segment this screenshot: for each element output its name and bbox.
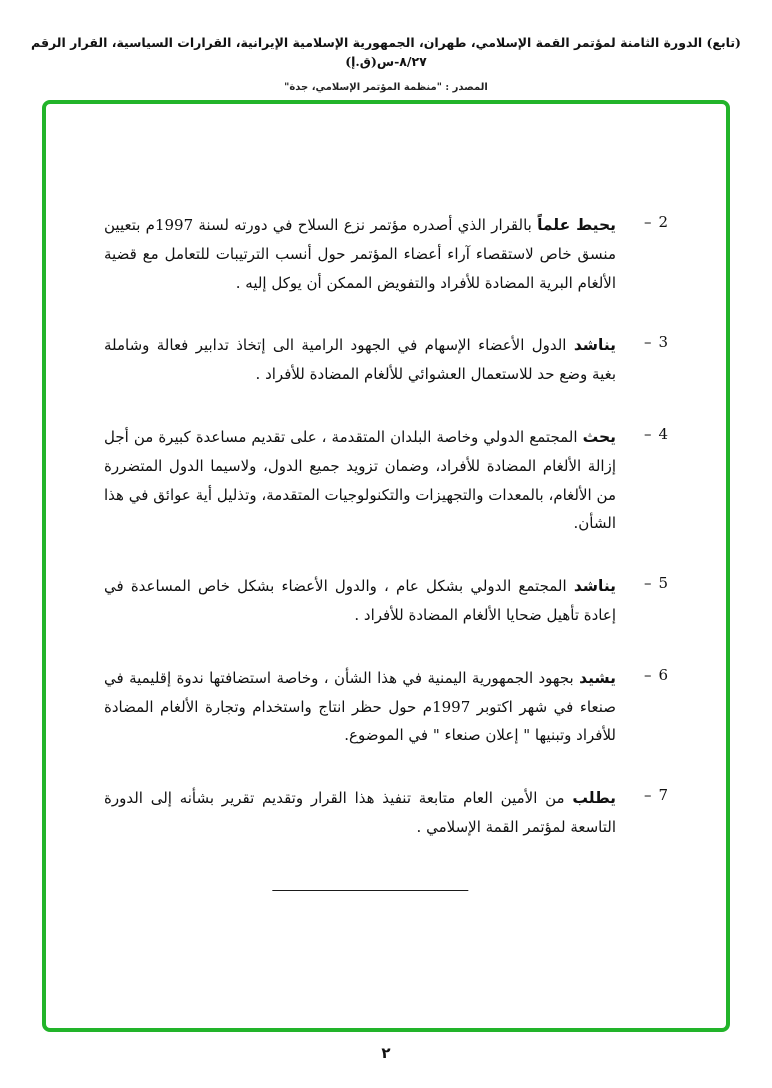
header-source: المصدر : "منظمة المؤتمر الإسلامي، جدة" <box>284 81 488 93</box>
item-body: بجهود الجمهورية اليمنية في هذا الشأن ، وخاصة استضافتها ندوة إقليمية في صنعاء في شهر اكتوبر 1997م حول حظر انتاج واستخدام وتجارة الألغام المضادة للأفراد وتبنيها " إعلان صنعاء " في الموضوع. <box>104 668 616 745</box>
item-number-digit: 6 <box>658 665 668 684</box>
item-lead: يطلب <box>572 788 616 808</box>
page-number: ٢ <box>381 1044 391 1062</box>
item-lead: يحث <box>582 426 616 446</box>
item-paragraph <box>104 663 616 750</box>
item-lead: يحيط علماً <box>537 215 616 234</box>
item-body: المجتمع الدولي وخاصة البلدان المتقدمة ، على تقديم مساعدة كبيرة من أجل إزالة الألغام المضادة للأفراد، وضمان تزويد جميع الدول، ولاسيما الدول المتضررة من الألغام، بالمعدات والتجهيزات والتكنولوجيات المتقدمة، وتذليل أية عوائق في هذا الشأن. <box>104 427 616 533</box>
item-number-dash: – <box>643 333 652 352</box>
item-number-dash: – <box>643 213 652 231</box>
item-body: من الأمين العام متابعة تنفيذ هذا القرار وتقديم تقرير بشأنه إلى الدورة التاسعة لمؤتمر القمة الإسلامي . <box>104 789 616 836</box>
section-divider <box>272 890 468 891</box>
item-paragraph <box>104 422 616 538</box>
item-paragraph <box>104 783 616 842</box>
item-paragraph <box>104 571 616 630</box>
item-number-digit: 5 <box>658 574 668 593</box>
resolution-item-4 <box>104 422 668 538</box>
item-number-digit: 3 <box>658 333 668 352</box>
item-number-digit: 4 <box>658 424 668 443</box>
resolution-item-5 <box>104 571 668 630</box>
item-number-dash: – <box>643 786 652 805</box>
item-number-digit: 7 <box>658 786 668 805</box>
item-body: الدول الأعضاء الإسهام في الجهود الرامية الى إتخاذ تدابير فعالة وشاملة بغية وضع حد للاستعمال العشوائي للألغام المضادة للأفراد . <box>104 336 616 384</box>
resolution-item-6 <box>104 663 668 750</box>
item-body: بالقرار الذي أصدره مؤتمر نزع السلاح في دورته لسنة 1997م بتعيين منسق خاص لاستقصاء آراء أعضاء المؤتمر حول أنسب الترتيبات للتعامل مع قضية الألغام البرية المضادة للأفراد والتفويض الممكن أن يوكل إليه . <box>104 216 616 292</box>
item-paragraph <box>104 330 616 389</box>
item-number-digit: 2 <box>658 213 668 231</box>
item-number-dash: – <box>643 574 652 593</box>
item-paragraph <box>104 210 616 297</box>
item-lead: يناشد <box>573 576 616 596</box>
item-lead: يناشد <box>573 335 616 355</box>
resolution-items <box>104 210 668 875</box>
item-number <box>632 663 668 750</box>
item-number <box>632 210 668 297</box>
item-number <box>632 422 668 538</box>
item-number <box>632 783 668 842</box>
item-number-dash: – <box>643 424 652 443</box>
item-number-dash: – <box>643 665 652 684</box>
resolution-item-3 <box>104 330 668 389</box>
item-number <box>632 330 668 389</box>
content-frame <box>42 100 730 1032</box>
resolution-item-2 <box>104 210 668 297</box>
item-body: المجتمع الدولي بشكل عام ، والدول الأعضاء بشكل خاص المساعدة في إعادة تأهيل ضحايا الألغام المضادة للأفراد . <box>104 577 616 624</box>
resolution-item-7 <box>104 783 668 842</box>
item-lead: يشيد <box>579 667 616 687</box>
header-title: (تابع) الدورة الثامنة لمؤتمر القمة الإسلامي، طهران، الجمهورية الإسلامية الإيرانية، القرارات السياسية، القرار الرقم ٨/٢٧-س(ق.إ) <box>31 35 741 69</box>
document-header <box>18 34 754 93</box>
item-number <box>632 571 668 630</box>
